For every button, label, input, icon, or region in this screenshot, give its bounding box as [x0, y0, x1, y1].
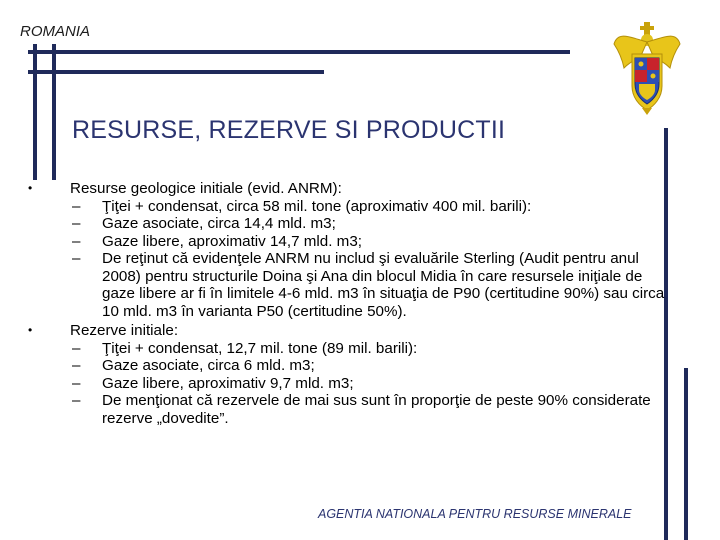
coat-of-arms-icon: [612, 20, 682, 116]
footer-agency: AGENTIA NATIONALA PENTRU RESURSE MINERALE: [318, 507, 632, 521]
frame-bar-left-1: [33, 44, 37, 180]
dash-marker: –: [72, 339, 81, 357]
list-item: [28, 250, 668, 320]
content-body: [28, 180, 668, 427]
list-item: [28, 215, 668, 233]
slide-title: RESURSE, REZERVE SI PRODUCTII: [72, 116, 506, 144]
dash-marker: –: [72, 392, 81, 409]
dash-marker: –: [72, 357, 81, 374]
bullet-resurse: [28, 180, 668, 198]
frame-bar-left-2: [52, 44, 56, 180]
list-item: [28, 375, 668, 393]
dash-marker: –: [72, 374, 81, 392]
header-country-label: ROMANIA: [20, 23, 91, 40]
bullet-marker: •: [28, 181, 33, 195]
dash-marker: –: [72, 250, 81, 267]
dash-marker: –: [72, 215, 81, 232]
bullet-resurse-text: Resurse geologice initiale (evid. ANRM):: [70, 180, 342, 197]
bullet-rezerve-text: Rezerve initiale:: [70, 322, 179, 339]
dash-marker: –: [72, 197, 81, 215]
list-item-text: De menţionat că rezervele de mai sus sunt în proporţie de peste 90% considerate rezerve „dovedite”.: [102, 392, 651, 427]
list-item-text: Ţiţei + condensat, circa 58 mil. tone (aproximativ 400 mil. barili):: [102, 197, 532, 215]
list-item-text: Gaze asociate, circa 14,4 mld. m3;: [102, 215, 336, 232]
list-item: [28, 357, 668, 375]
frame-bar-top-short: [28, 70, 324, 74]
resurse-sublist: [28, 198, 668, 321]
list-item-text: Gaze libere, aproximativ 9,7 mld. m3;: [102, 374, 354, 392]
list-item-text: Gaze libere, aproximativ 14,7 mld. m3;: [102, 232, 362, 250]
frame-bar-top-long: [28, 50, 570, 54]
dash-marker: –: [72, 232, 81, 250]
list-item: [28, 340, 668, 358]
list-item: [28, 392, 668, 427]
bullet-rezerve: [28, 322, 668, 340]
list-item-text: De reţinut că evidenţele ANRM nu includ şi evaluările Sterling (Audit pentru anul 2008) pentru structurile Doina şi Ana din blocul Midia în care resursele iniţiale de gaze libere ar fi în limitele 4-6 mld. m3 în situaţia de P90 (certitudine 90%) sau circa 10 mld. m3 în varianta P50 (certitudine 50%).: [102, 250, 665, 320]
bullet-marker: •: [28, 323, 33, 337]
frame-bar-right-2: [684, 368, 688, 540]
list-item-text: Gaze asociate, circa 6 mld. m3;: [102, 357, 315, 374]
list-item-text: Ţiţei + condensat, 12,7 mil. tone (89 mil. barili):: [102, 339, 418, 357]
list-item: [28, 233, 668, 251]
list-item: [28, 198, 668, 216]
rezerve-sublist: [28, 340, 668, 428]
